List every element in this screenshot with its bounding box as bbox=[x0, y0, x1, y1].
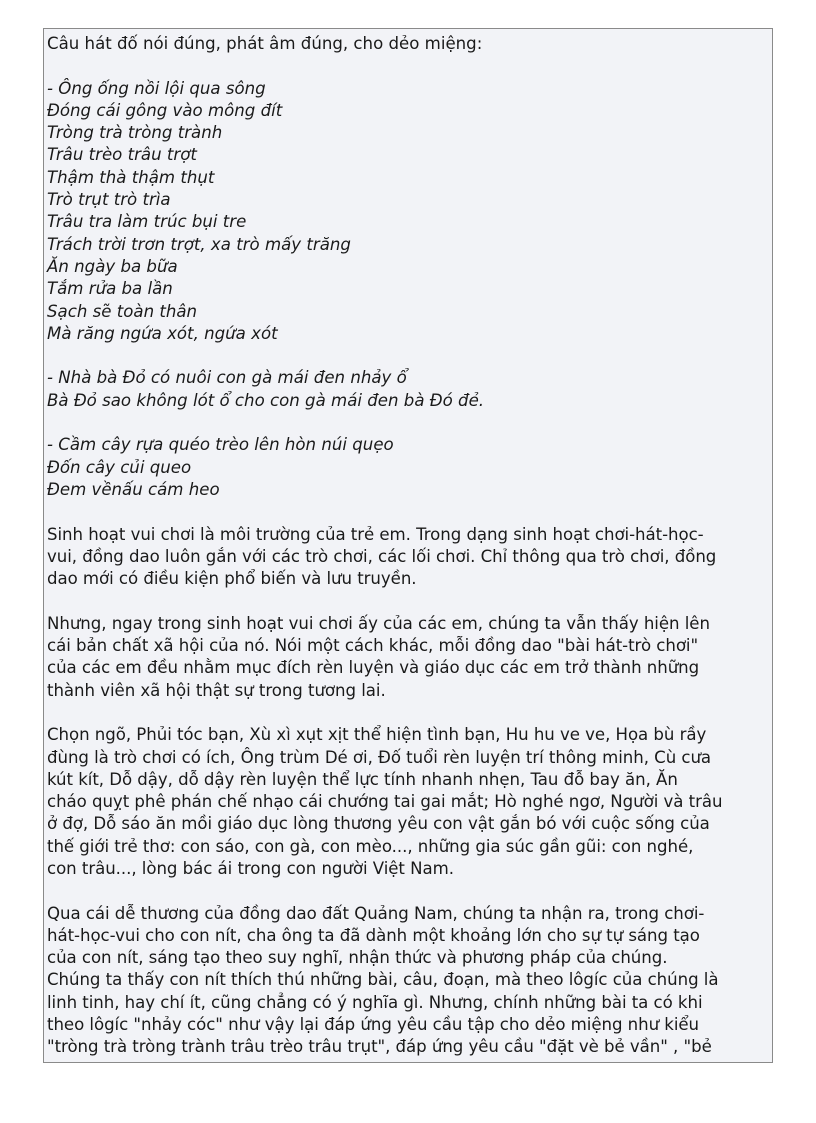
paragraph-line: Sinh hoạt vui chơi là môi trường của trẻ em. Trong dạng sinh hoạt chơi-hát-học- bbox=[47, 524, 704, 544]
poem-line: Đốn cây củi queo bbox=[47, 457, 192, 477]
blank-line bbox=[47, 702, 770, 724]
paragraph-line: "tròng trà tròng trành trâu trèo trâu trụt", đáp ứng yêu cầu "đặt vè bẻ vần" , "bẻ bbox=[47, 1037, 712, 1057]
blank-line bbox=[47, 345, 770, 367]
document-page bbox=[43, 28, 773, 1063]
poem-line: Trâu tra làm trúc bụi tre bbox=[47, 212, 247, 232]
blank-line bbox=[47, 55, 770, 77]
paragraph-4 bbox=[47, 903, 770, 1059]
blank-line bbox=[47, 412, 770, 434]
paragraph-line: con trâu..., lòng bác ái trong con người Việt Nam. bbox=[47, 858, 454, 878]
poem-line: Tròng trà tròng trành bbox=[47, 123, 223, 143]
poem-line: Thậm thà thậm thụt bbox=[47, 167, 215, 187]
blank-line bbox=[47, 501, 770, 523]
paragraph-line: dao mới có điều kiện phổ biến và lưu truyền. bbox=[47, 569, 417, 589]
paragraph-2 bbox=[47, 613, 770, 702]
paragraph-line: Nhưng, ngay trong sinh hoạt vui chơi ấy của các em, chúng ta vẫn thấy hiện lên bbox=[47, 613, 710, 633]
paragraph-line: kút kít, Dỗ dậy, dỗ dậy rèn luyện thể lực tính nhanh nhẹn, Tau đỗ bay ăn, Ăn bbox=[47, 769, 678, 789]
paragraph-line: Qua cái dễ thương của đồng dao đất Quảng Nam, chúng ta nhận ra, trong chơi- bbox=[47, 903, 705, 923]
paragraph-line: hát-học-vui cho con nít, cha ông ta đã dành một khoảng lớn cho sự tự sáng tạo bbox=[47, 925, 700, 945]
intro-line: Câu hát đố nói đúng, phát âm đúng, cho dẻo miệng: bbox=[47, 34, 483, 53]
blank-line bbox=[47, 880, 770, 902]
paragraph-line: theo lôgíc "nhảy cóc" như vậy lại đáp ứng yêu cầu tập cho dẻo miệng như kiểu bbox=[47, 1015, 700, 1035]
poem-line: Mà răng ngứa xót, ngứa xót bbox=[47, 323, 278, 343]
poem-line: Đem vềnấu cám heo bbox=[47, 479, 220, 499]
poem-line: Tắm rửa ba lần bbox=[47, 279, 173, 299]
poem-line: Sạch sẽ toàn thân bbox=[47, 301, 198, 321]
poem-line: Trâu trèo trâu trợt bbox=[47, 145, 197, 165]
poem-line: Trò trụt trò trìa bbox=[47, 190, 171, 210]
poem-line: Bà Đỏ sao không lót ổ cho con gà mái đen bà Đó đẻ. bbox=[47, 390, 485, 410]
paragraph-line: đùng là trò chơi có ích, Ông trùm Dé ơi, Đố tuổi rèn luyện trí thông minh, Cù cưa bbox=[47, 747, 712, 767]
paragraph-line: Chúng ta thấy con nít thích thú những bài, câu, đoạn, mà theo lôgíc của chúng là bbox=[47, 970, 719, 990]
poem-line: - Cầm cây rựa quéo trèo lên hòn núi quẹo bbox=[47, 435, 394, 455]
poem-line: Trách trời trơn trợt, xa trò mấy trăng bbox=[47, 234, 351, 254]
document-text bbox=[47, 33, 770, 1059]
poem-2 bbox=[47, 367, 770, 412]
paragraph-line: cháo quỵt phê phán chế nhạo cái chướng tai gai mắt; Hò nghé ngơ, Người và trâu bbox=[47, 792, 723, 812]
paragraph-line: Chọn ngõ, Phủi tóc bạn, Xù xì xụt xịt thể hiện tình bạn, Hu hu ve ve, Họa bù rầy bbox=[47, 725, 707, 745]
poem-3 bbox=[47, 434, 770, 501]
paragraph-line: của con nít, sáng tạo theo suy nghĩ, nhận thức và phương pháp của chúng. bbox=[47, 948, 668, 968]
blank-line bbox=[47, 590, 770, 612]
paragraph-line: ở đợ, Dỗ sáo ăn mồi giáo dục lòng thương yêu con vật gắn bó với cuộc sống của bbox=[47, 814, 710, 834]
paragraph-line: linh tinh, hay chí ít, cũng chẳng có ý nghĩa gì. Nhưng, chính những bài ta có khi bbox=[47, 992, 703, 1012]
paragraph-line: thành viên xã hội thật sự trong tương lai. bbox=[47, 680, 386, 700]
paragraph-line: cái bản chất xã hội của nó. Nói một cách khác, mỗi đồng dao "bài hát-trò chơi" bbox=[47, 636, 699, 656]
paragraph-line: thế giới trẻ thơ: con sáo, con gà, con mèo..., những gia súc gần gũi: con nghé, bbox=[47, 836, 694, 856]
paragraph-line: của các em đều nhằm mục đích rèn luyện và giáo dục các em trở thành những bbox=[47, 658, 700, 678]
poem-line: - Nhà bà Đỏ có nuôi con gà mái đen nhảy ổ bbox=[47, 368, 407, 388]
poem-line: Đóng cái gông vào mông đít bbox=[47, 100, 283, 120]
poem-1 bbox=[47, 78, 770, 346]
paragraph-1 bbox=[47, 524, 770, 591]
paragraph-line: vui, đồng dao luôn gắn với các trò chơi, các lối chơi. Chỉ thông qua trò chơi, đồng bbox=[47, 546, 717, 566]
poem-line: - Ông ống nồi lội qua sông bbox=[47, 78, 266, 98]
paragraph-3 bbox=[47, 724, 770, 880]
poem-line: Ăn ngày ba bữa bbox=[47, 256, 178, 276]
